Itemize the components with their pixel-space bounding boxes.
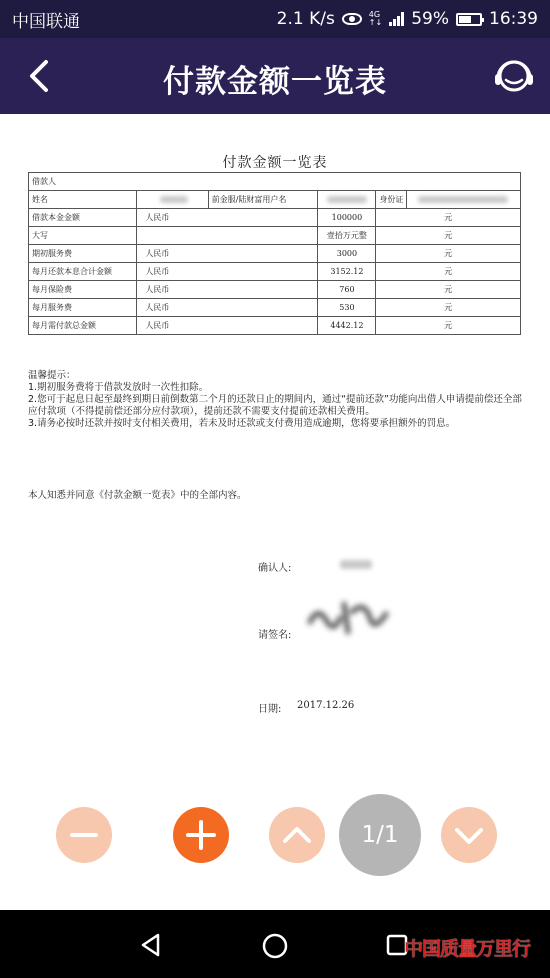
row-unit: 元 (376, 281, 521, 299)
zoom-out-button[interactable] (56, 807, 112, 863)
sign-label: 请签名: (258, 630, 292, 641)
date-value: 2017.12.26 (297, 700, 355, 711)
row-amount: 4442.12 (318, 317, 376, 335)
row-unit: 元 (376, 263, 521, 281)
signal-icon (389, 12, 404, 26)
watermark-logo: 中国质量万里行 (404, 938, 531, 960)
nav-home-button[interactable] (261, 932, 289, 964)
table-row (29, 263, 521, 281)
row-label: 期初服务费 (29, 245, 137, 263)
circle-home-icon (261, 932, 289, 960)
battery-icon (456, 13, 482, 26)
data-activity-label: ↑↓ (368, 18, 383, 27)
row-label: 每月保险费 (29, 281, 137, 299)
tip-item: 1.期初服务费将于借款发放时一次性扣除。 (28, 382, 209, 393)
id-value-redacted (407, 191, 521, 209)
eye-comfort-icon (342, 13, 362, 25)
carrier-name: 中国联通 (12, 11, 80, 32)
agreement-text: 本人知悉并同意《付款金额一览表》中的全部内容。 (28, 490, 247, 501)
account-value-redacted (318, 191, 376, 209)
nav-back-button[interactable] (138, 932, 164, 962)
chevron-down-icon (453, 819, 485, 851)
row-currency: 人民币 (137, 317, 318, 335)
plus-icon (185, 819, 217, 851)
network-speed: 2.1 K/s (276, 9, 335, 29)
confirm-label: 确认人: (258, 563, 292, 574)
row-label: 每月需付款总金额 (29, 317, 137, 335)
customer-service-button[interactable] (492, 54, 536, 98)
battery-percent: 59% (411, 9, 449, 29)
row-amount: 100000 (318, 209, 376, 227)
clock: 16:39 (489, 9, 538, 29)
row-currency: 人民币 (137, 299, 318, 317)
tip-item: 2.您可于起息日起至最终到期日前倒数第二个月的还款日止的期间内，通过“提前还款”功能向出借人申请提前偿还全部应付款项（不得提前偿还部分应付款项），提前还款不需要支付提前还款相关费用。 (28, 394, 522, 417)
signature-redacted (304, 592, 392, 640)
network-type-icon (369, 11, 382, 27)
table-row (29, 317, 521, 335)
name-value-redacted (137, 191, 208, 209)
row-label: 每月还款本息合计金额 (29, 263, 137, 281)
row-unit: 元 (376, 227, 521, 245)
row-currency: 人民币 (137, 209, 318, 227)
table-row (29, 191, 521, 209)
id-label: 身份证 (376, 191, 407, 209)
row-currency: 人民币 (137, 245, 318, 263)
row-label: 每月服务费 (29, 299, 137, 317)
payment-table (28, 172, 521, 335)
name-label: 姓名 (29, 191, 137, 209)
page-up-button[interactable] (269, 807, 325, 863)
row-label: 大写 (29, 227, 137, 245)
row-unit: 元 (376, 245, 521, 263)
tips-section (28, 370, 523, 430)
account-label: 前金服/陆财富用户名 (208, 191, 318, 209)
row-unit: 元 (376, 317, 521, 335)
row-amount: 壹拾万元整 (318, 227, 376, 245)
table-row (29, 173, 521, 191)
row-currency (137, 227, 318, 245)
row-unit: 元 (376, 299, 521, 317)
tips-heading: 温馨提示： (28, 370, 76, 381)
network-type-label: 4G (368, 10, 381, 19)
tip-item: 3.请务必按时还款并按时支付相关费用，若未及时还款或支付费用造成逾期，您将要承担额外的罚息。 (28, 418, 456, 429)
zoom-in-button[interactable] (173, 807, 229, 863)
table-row (29, 227, 521, 245)
document-title: 付款金额一览表 (222, 155, 328, 171)
page-indicator: 1/1 (339, 794, 421, 876)
app-bar (0, 38, 550, 114)
triangle-back-icon (138, 932, 164, 958)
row-currency: 人民币 (137, 263, 318, 281)
status-bar (0, 0, 550, 38)
table-row (29, 245, 521, 263)
chevron-up-icon (281, 819, 313, 851)
row-amount: 760 (318, 281, 376, 299)
customer-service-icon (492, 54, 536, 98)
navigation-bar (0, 910, 550, 978)
page-title: 付款金额一览表 (163, 64, 387, 100)
row-amount: 3152.12 (318, 263, 376, 281)
page-down-button[interactable] (441, 807, 497, 863)
date-label: 日期: (258, 704, 282, 715)
row-label: 借款本金金额 (29, 209, 137, 227)
row-unit: 元 (376, 209, 521, 227)
row-amount: 530 (318, 299, 376, 317)
battery-level (459, 16, 471, 23)
table-row (29, 209, 521, 227)
borrower-label: 借款人 (29, 173, 521, 191)
row-currency: 人民币 (137, 281, 318, 299)
status-indicators (277, 9, 538, 29)
minus-icon (69, 820, 99, 850)
table-row (29, 281, 521, 299)
row-amount: 3000 (318, 245, 376, 263)
table-row (29, 299, 521, 317)
document-view[interactable] (0, 114, 550, 910)
confirmer-name-redacted (340, 560, 372, 569)
